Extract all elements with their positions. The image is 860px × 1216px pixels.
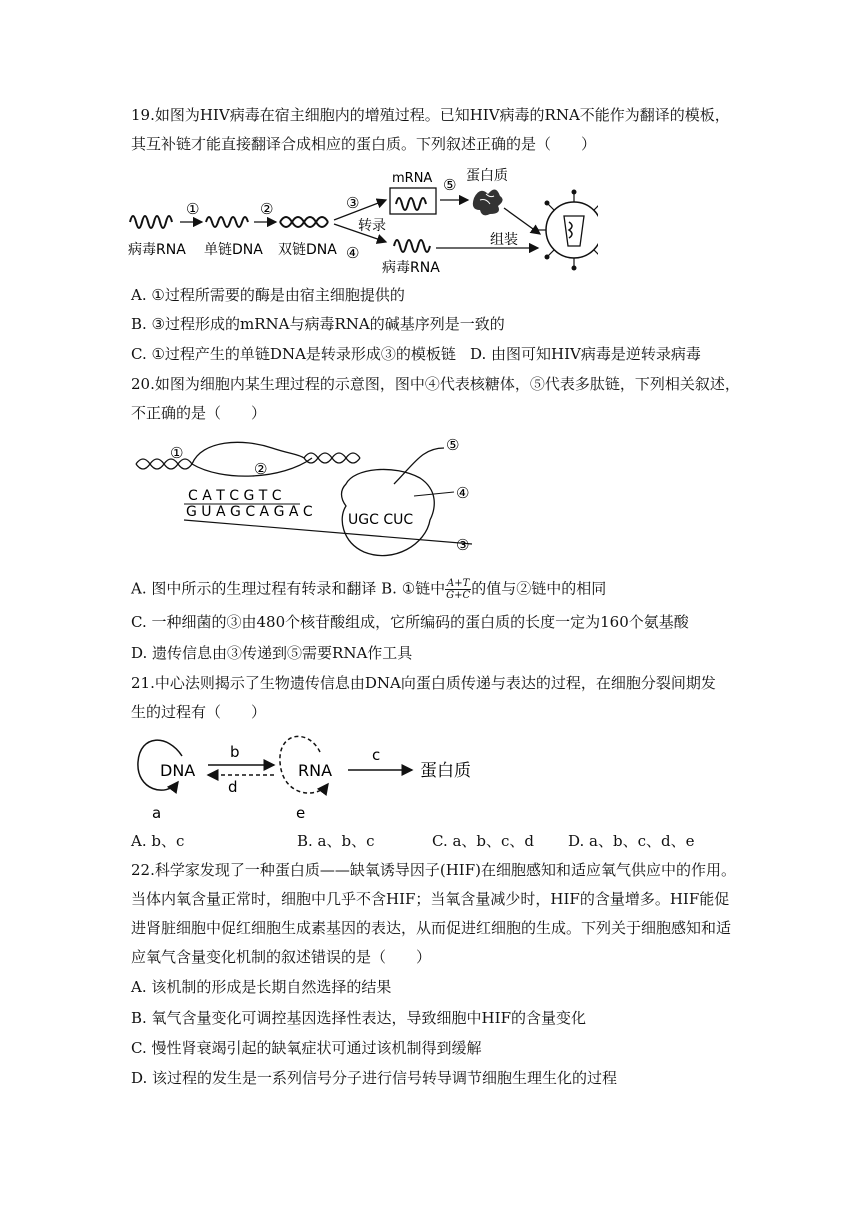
q22-option-c: C. 慢性肾衰竭引起的缺氧症状可通过该机制得到缓解 xyxy=(131,1039,482,1057)
label-e: e xyxy=(296,804,306,822)
mrna-label: mRNA xyxy=(392,171,433,186)
q22-option-b: B. 氧气含量变化可调控基因选择性表达，导致细胞中HIF的含量变化 xyxy=(131,1009,586,1027)
q21-stem-line1: 21.中心法则揭示了生物遗传信息由DNA向蛋白质传递与表达的过程，在细胞分裂间期发 xyxy=(131,674,716,692)
ss-dna-squiggle xyxy=(206,217,248,227)
protein-icon xyxy=(473,189,503,215)
q19-option-c: C. ①过程产生的单链DNA是转录形成③的模板链 xyxy=(131,345,456,363)
q19-option-d: D. 由图可知HIV病毒是逆转录病毒 xyxy=(470,345,701,363)
q22-stem-line4: 应氧气含量变化机制的叙述错误的是（ ） xyxy=(131,948,432,966)
ribosome-rna-bases: UGC CUC xyxy=(348,512,414,528)
strand-1 xyxy=(192,442,304,464)
protein-label: 蛋白质 xyxy=(466,168,508,184)
q22-option-a: A. 该机制的形成是长期自然选择的结果 xyxy=(131,978,392,996)
q20-option-b-fraction xyxy=(445,578,471,601)
q21-option-b: B. a、b、c xyxy=(297,832,375,850)
assembly-label: 组装 xyxy=(490,232,518,248)
q22-stem-line3: 进肾脏细胞中促红细胞生成素基因的表达，从而促进红细胞的生成。下列关于细胞感知和适 xyxy=(131,919,732,937)
q20-option-c: C. 一种细菌的③由480个核苷酸组成，它所编码的蛋白质的长度一定为160个氨基酸 xyxy=(131,613,689,631)
ds-dna-helix-b xyxy=(280,217,328,227)
top-strand-bases: C A T C G T C xyxy=(188,488,282,504)
step2-label: ② xyxy=(260,200,274,218)
transcription-label: 转录 xyxy=(358,218,386,234)
bottom-strand-bases: G U A G C A G A C xyxy=(186,504,313,520)
mrna-squiggle xyxy=(396,198,426,210)
step5-label: ⑤ xyxy=(443,176,457,194)
dna-label: DNA xyxy=(160,761,196,780)
label-4: ④ xyxy=(456,484,470,502)
step4-label: ④ xyxy=(346,244,360,262)
q20-figure-transcription-translation xyxy=(132,434,482,569)
q20-option-b-suffix: 的值与②链中的相同 xyxy=(471,579,607,598)
hiv-virion-icon xyxy=(534,190,599,271)
q21-figure-central-dogma xyxy=(132,728,492,824)
q22-stem-line1: 22.科学家发现了一种蛋白质——缺氧诱导因子(HIF)在细胞感知和适应氧气供应中的作用。 xyxy=(131,861,736,879)
q19-option-b: B. ③过程形成的mRNA与病毒RNA的碱基序列是一致的 xyxy=(131,315,505,333)
virus-rna2-squiggle xyxy=(394,240,430,252)
q21-option-a: A. b、c xyxy=(131,832,185,850)
step3-label: ③ xyxy=(346,194,360,212)
q19-stem-line1: 19.如图为HIV病毒在宿主细胞内的增殖过程。已知HIV病毒的RNA不能作为翻译的模板， xyxy=(131,106,730,124)
fraction-denominator: G+C xyxy=(446,590,471,601)
q19-stem-line2: 其互补链才能直接翻译合成相应的蛋白质。下列叙述正确的是（ ） xyxy=(131,135,597,153)
q20-stem-line2: 不正确的是（ ） xyxy=(131,404,267,422)
ds-dna-label: 双链DNA xyxy=(278,242,337,258)
q21-stem-line2: 生的过程有（ ） xyxy=(131,703,267,721)
q19-option-a: A. ①过程所需要的酶是由宿主细胞提供的 xyxy=(131,286,405,304)
q20-option-d: D. 遗传信息由③传递到⑤需要RNA作工具 xyxy=(131,644,413,662)
q21-option-d: D. a、b、c、d、e xyxy=(568,832,695,850)
label-d: d xyxy=(228,778,238,796)
label-2: ② xyxy=(254,460,268,478)
fraction-numerator: A+T xyxy=(447,578,470,589)
protein-label: 蛋白质 xyxy=(420,761,471,781)
q22-option-d: D. 该过程的发生是一系列信号分子进行信号转导调节细胞生理生化的过程 xyxy=(131,1069,618,1087)
virus-rna2-label: 病毒RNA xyxy=(382,260,440,276)
q21-option-c: C. a、b、c、d xyxy=(432,832,535,850)
peptide-chain xyxy=(394,448,444,484)
label-b: b xyxy=(230,743,240,761)
q20-option-a: A. 图中所示的生理过程有转录和翻译 xyxy=(131,579,377,598)
label-1: ① xyxy=(170,444,184,462)
q20-option-b-prefix: B. ①链中 xyxy=(381,579,446,598)
q19-figure-hiv-replication xyxy=(128,160,598,280)
virus-rna-label: 病毒RNA xyxy=(128,242,186,258)
ss-dna-label: 单链DNA xyxy=(204,242,263,258)
label-3: ③ xyxy=(456,536,470,554)
label-5: ⑤ xyxy=(446,436,460,454)
virus-rna-squiggle xyxy=(130,216,172,228)
q20-option-a-and-b xyxy=(131,578,606,601)
q20-stem-line1: 20.如图为细胞内某生理过程的示意图，图中④代表核糖体，⑤代表多肽链，下列相关叙述， xyxy=(131,375,740,393)
label-c: c xyxy=(372,746,381,764)
step1-label: ① xyxy=(186,200,200,218)
label-a: a xyxy=(152,804,162,822)
rna-label: RNA xyxy=(298,761,333,780)
q22-stem-line2: 当体内氧含量正常时，细胞中几乎不含HIF；当氧含量减少时，HIF的含量增多。HIF能促 xyxy=(131,890,730,908)
strand-2 xyxy=(192,458,312,476)
